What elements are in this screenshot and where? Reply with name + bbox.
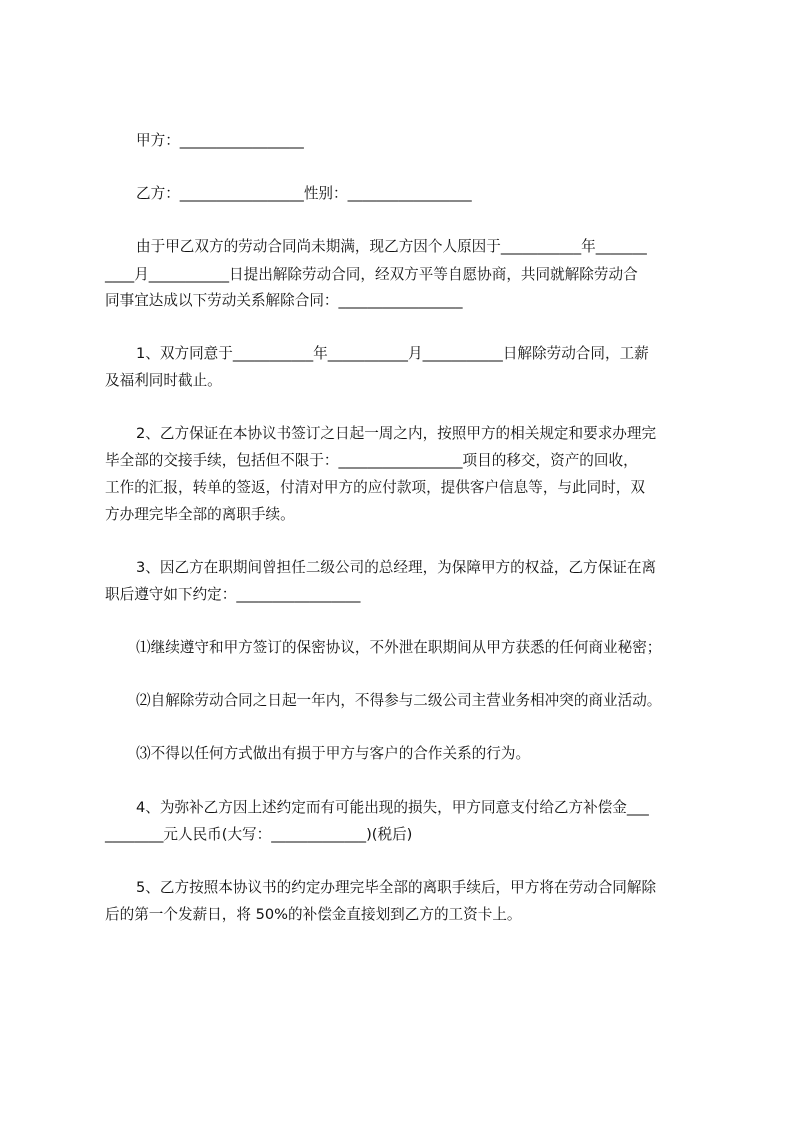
clause-2-line-3: 工作的汇报，转单的签返，付清对甲方的应付款项，提供客户信息等，与此同时，双 (105, 479, 645, 496)
clause-4-line-1: 4、为弥补乙方因上述约定而有可能出现的损失，甲方同意支付给乙方补偿金___ (136, 799, 649, 816)
sub-item-3: ⑶不得以任何方式做出有损于甲方与客户的合作关系的行为。 (136, 745, 531, 762)
clause-3-line-2: 职后遵守如下约定：_________________ (105, 586, 361, 603)
sub-item-1: ⑴继续遵守和甲方签订的保密协议，不外泄在职期间从甲方获悉的任何商业秘密； (136, 639, 662, 656)
clause-4-line-2: ________元人民币(大写：_____________)(税后) (105, 826, 413, 843)
clause-2-line-1: 2、乙方保证在本协议书签订之日起一周之内，按照甲方的相关规定和要求办理完 (136, 425, 657, 442)
party-a-line: 甲方：_________________ (136, 132, 304, 149)
intro-line-2: ____月___________日提出解除劳动合同，经双方平等自愿协商，共同就解除劳动合 (105, 266, 638, 283)
sub-item-2: ⑵自解除劳动合同之日起一年内，不得参与二级公司主营业务相冲突的商业活动。 (136, 692, 662, 709)
clause-2-line-4: 方办理完毕全部的离职手续。 (105, 506, 295, 523)
clause-1-line-2: 及福利同时截止。 (105, 372, 222, 389)
clause-5-line-2: 后的第一个发薪日，将 50%的补偿金直接划到乙方的工资卡上。 (105, 906, 522, 923)
clause-5-line-1: 5、乙方按照本协议书的约定办理完毕全部的离职手续后，甲方将在劳动合同解除 (136, 879, 657, 896)
clause-1-line-1: 1、双方同意于___________年___________月___________日解除劳动合同，工薪 (136, 345, 649, 362)
intro-line-3: 同事宜达成以下劳动关系解除合同：_________________ (105, 292, 463, 309)
intro-line-1: 由于甲乙双方的劳动合同尚未期满，现乙方因个人原因于___________年_______ (136, 238, 647, 255)
party-b-line: 乙方：_________________性别：_________________ (136, 185, 472, 202)
clause-2-line-2: 毕全部的交接手续，包括但不限于：_________________项目的移交，资产的回收， (105, 452, 638, 469)
clause-3-line-1: 3、因乙方在职期间曾担任二级公司的总经理，为保障甲方的权益，乙方保证在离 (136, 559, 657, 576)
